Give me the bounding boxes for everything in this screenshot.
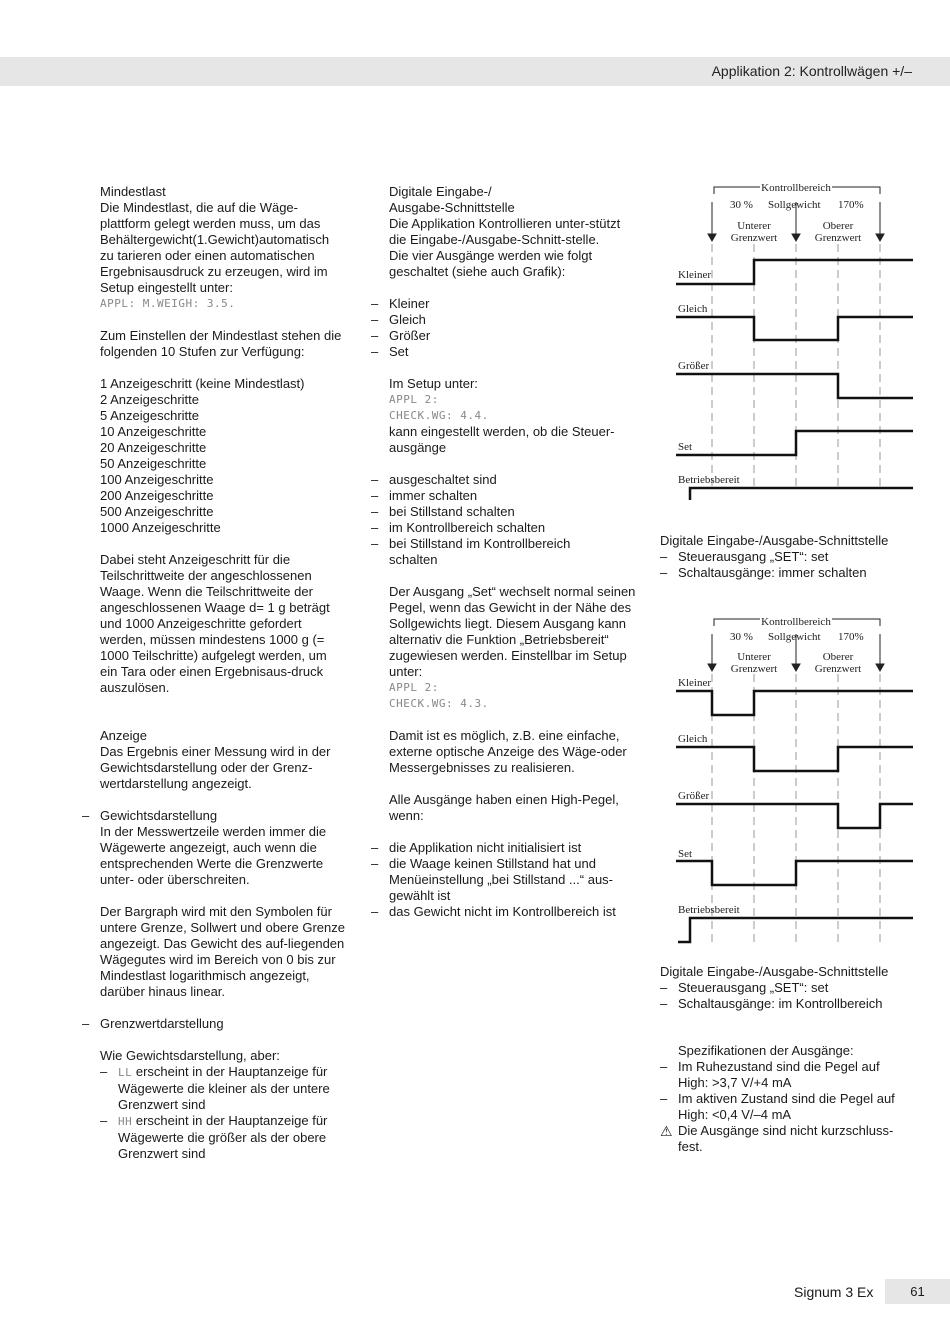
hh-item xyxy=(100,1113,345,1162)
warning-icon: ⚠ xyxy=(660,1123,673,1139)
caption-1-title: Digitale Eingabe-/Ausgabe-Schnittstelle xyxy=(660,533,889,548)
output-item: – Größer xyxy=(371,328,639,344)
high-item: – die Waage keinen Stillstand hat und Menüeinstellung „bei Stillstand ...“ aus-gewählt ist xyxy=(371,856,639,904)
caption-1 xyxy=(660,533,915,581)
wie-text: Wie Gewichtsdarstellung, aber: xyxy=(100,1048,280,1063)
stufe-item: 50 Anzeigeschritte xyxy=(100,456,207,471)
stufe-item: 2 Anzeigeschritte xyxy=(100,392,200,407)
stufen-intro: Zum Einstellen der Mindestlast stehen die folgenden 10 Stufen zur Verfügung: xyxy=(100,328,342,359)
caption-1-item: – Steuerausgang „SET“: set xyxy=(660,549,915,565)
page-title: Applikation 2: Kontrollwägen +/– xyxy=(711,63,912,79)
timing-diagram-1 xyxy=(676,180,916,500)
ll-text: erscheint in der Hauptanzeige für Wägewerte die kleiner als der untere Grenzwert sind xyxy=(118,1064,330,1112)
high-item: – die Applikation nicht initialisiert ist xyxy=(371,840,639,856)
mindestlast-title: Mindestlast xyxy=(100,184,166,199)
arrow-down-icon xyxy=(876,234,884,241)
dabei-text: Dabei steht Anzeigeschritt für die Teilschrittweite der angeschlossenen Waage. Wenn die Teilschrittweite der angeschlossenen Waage d= 1 g beträgt und 1000 Anzeigeschritte gefordert werden, müssen mindestens 1000 g (= 1000 Teilschritte) aufgelegt werden, um ein Tara oder einen Ergebnisaus-druck auszulösen. xyxy=(100,552,330,695)
label-kontrollbereich: Kontrollbereich xyxy=(761,616,831,628)
high-text: Alle Ausgänge haben einen High-Pegel, wenn: xyxy=(389,792,619,823)
label-30: 30 % xyxy=(730,199,753,211)
label-unterer-2: Grenzwert xyxy=(730,232,778,244)
mode-item: – ausgeschaltet sind xyxy=(371,472,639,488)
label-unterer-1: Unterer xyxy=(737,651,771,663)
bracket-right xyxy=(832,619,880,626)
arrow-down-icon xyxy=(876,664,884,671)
mindestlast-code: APPL: M.WEIGH: 3.5. xyxy=(100,297,236,310)
caption-2-title: Digitale Eingabe-/Ausgabe-Schnittstelle xyxy=(660,964,889,979)
label-30: 30 % xyxy=(730,631,753,643)
gewicht-text: In der Messwertzeile werden immer die Wägewerte angezeigt, auch wenn die entsprechenden Werte die Grenzwerte unter- oder überschreiten. xyxy=(100,824,327,887)
output-item: – Gleich xyxy=(371,312,639,328)
mode-item: – bei Stillstand im Kontrollbereich schalten xyxy=(371,536,599,568)
spec-block xyxy=(660,1043,915,1155)
signal-kleiner xyxy=(676,691,913,715)
stufe-item: 100 Anzeigeschritte xyxy=(100,472,214,487)
label-oberer-2: Grenzwert xyxy=(814,232,862,244)
signal-label-kleiner: Kleiner xyxy=(678,677,711,689)
arrow-down-icon xyxy=(792,234,800,241)
timing-diagram-2 xyxy=(676,612,916,947)
label-170: 170% xyxy=(838,631,864,643)
arrow-down-icon xyxy=(708,664,716,671)
footer-product: Signum 3 Ex xyxy=(794,1284,874,1300)
mindestlast-text: Die Mindestlast, die auf die Wäge-plattform gelegt werden muss, um das Behältergewicht(1.Gewicht)automatisch zu tarieren oder einen automatischen Ergebnisausdruck zu erzeugen, wird im Setup eingestellt unter: xyxy=(100,200,330,295)
signal-label-kleiner: Kleiner xyxy=(678,269,711,281)
output-item: – Kleiner xyxy=(371,296,639,312)
warning-text: Die Ausgänge sind nicht kurzschluss-fest. xyxy=(678,1123,894,1154)
setup-text: kann eingestellt werden, ob die Steuer-ausgänge xyxy=(389,424,615,455)
label-kontrollbereich: Kontrollbereich xyxy=(761,182,831,194)
label-170: 170% xyxy=(838,199,864,211)
set-code-1: APPL 2: xyxy=(389,681,439,694)
signal-label-gleich: Gleich xyxy=(678,733,708,745)
stufe-item: 500 Anzeigeschritte xyxy=(100,504,214,519)
stufe-item: 10 Anzeigeschritte xyxy=(100,424,207,439)
stufe-item: 1000 Anzeigeschritte xyxy=(100,520,221,535)
signal-betriebsbereit xyxy=(678,488,913,500)
stufe-item: 20 Anzeigeschritte xyxy=(100,440,207,455)
caption-2 xyxy=(660,964,915,1012)
page-number: 61 xyxy=(885,1279,950,1304)
stufe-item: 5 Anzeigeschritte xyxy=(100,408,200,423)
signal-label-betriebsbereit: Betriebsbereit xyxy=(678,904,740,916)
warning-note xyxy=(660,1123,903,1155)
spec-title: Spezifikationen der Ausgänge: xyxy=(678,1043,854,1058)
mode-item: – immer schalten xyxy=(371,488,639,504)
bargraph-text: Der Bargraph wird mit den Symbolen für untere Grenze, Sollwert und obere Grenze angezeigt. Das Gewicht des auf-liegenden Wägegutes wird im Bereich von 0 bis zur Mindestlast logarithmisch angezeigt, darüber hinaus linear. xyxy=(100,904,345,999)
stufe-item: 200 Anzeigeschritte xyxy=(100,488,214,503)
ll-item xyxy=(100,1064,345,1113)
grenz-title: – Grenzwertdarstellung xyxy=(82,1016,345,1032)
anzeige-title: Anzeige xyxy=(100,728,147,743)
spec-item: – Im Ruhezustand sind die Pegel auf High: >3,7 V/+4 mA xyxy=(660,1059,903,1091)
signal-set xyxy=(676,861,913,885)
signal-label-groesser: Größer xyxy=(678,790,710,802)
bracket-left xyxy=(714,187,760,194)
signal-label-gleich: Gleich xyxy=(678,303,708,315)
signal-label-groesser: Größer xyxy=(678,360,710,372)
io-intro: Die Applikation Kontrollieren unter-stützt die Eingabe-/Ausgabe-Schnitt-stelle. xyxy=(389,216,621,247)
middle-column xyxy=(389,184,639,920)
setup-code-1: APPL 2: xyxy=(389,393,439,406)
left-column xyxy=(100,184,345,1162)
label-unterer-2: Grenzwert xyxy=(730,663,778,675)
caption-2-item: – Schaltausgänge: im Kontrollbereich xyxy=(660,996,915,1012)
gewicht-title: – Gewichtsdarstellung xyxy=(82,808,345,824)
arrow-down-icon xyxy=(792,664,800,671)
set-text: Der Ausgang „Set“ wechselt normal seinen Pegel, wenn das Gewicht in der Nähe des Sollgewichts liegt. Diesem Ausgang kann alternativ die Funktion „Betriebsbereit“ zugewiesen werden. Einstellbar im Setup unter: xyxy=(389,584,636,679)
bracket-left xyxy=(714,619,760,626)
label-oberer-1: Oberer xyxy=(822,651,854,663)
label-sollgewicht: Sollgewicht xyxy=(768,631,821,643)
high-item: – das Gewicht nicht im Kontrollbereich ist xyxy=(371,904,639,920)
hh-text: erscheint in der Hauptanzeige für Wägewerte die größer als der obere Grenzwert sind xyxy=(118,1113,328,1161)
label-sollgewicht: Sollgewicht xyxy=(768,199,821,211)
setup-intro: Im Setup unter: xyxy=(389,376,478,391)
ll-code: LL xyxy=(118,1066,133,1079)
label-oberer-1: Oberer xyxy=(822,220,854,232)
damit-text: Damit ist es möglich, z.B. eine einfache, externe optische Anzeige des Wäge-oder Messergebnisses zu realisieren. xyxy=(389,728,627,775)
anzeige-text: Das Ergebnis einer Messung wird in der Gewichtsdarstellung oder der Grenz-wertdarstellung angezeigt. xyxy=(100,744,331,791)
arrow-down-icon xyxy=(708,234,716,241)
signal-label-set: Set xyxy=(678,848,693,860)
mode-item: – bei Stillstand schalten xyxy=(371,504,639,520)
bracket-right xyxy=(832,187,880,194)
output-item: – Set xyxy=(371,344,639,360)
spec-item: – Im aktiven Zustand sind die Pegel auf High: <0,4 V/–4 mA xyxy=(660,1091,903,1123)
label-oberer-2: Grenzwert xyxy=(814,663,862,675)
stufe-item: 1 Anzeigeschritt (keine Mindestlast) xyxy=(100,376,305,391)
label-unterer-1: Unterer xyxy=(737,220,771,232)
signal-label-set: Set xyxy=(678,441,693,453)
caption-1-item: – Schaltausgänge: immer schalten xyxy=(660,565,915,581)
signal-label-betriebsbereit: Betriebsbereit xyxy=(678,474,740,486)
io-title: Digitale Eingabe-/ Ausgabe-Schnittstelle xyxy=(389,184,515,215)
set-code-2: CHECK.WG: 4.3. xyxy=(389,697,489,710)
io-vier: Die vier Ausgänge werden wie folgt geschaltet (siehe auch Grafik): xyxy=(389,248,593,279)
hh-code: HH xyxy=(118,1115,133,1128)
mode-item: – im Kontrollbereich schalten xyxy=(371,520,639,536)
setup-code-2: CHECK.WG: 4.4. xyxy=(389,409,489,422)
header-bar xyxy=(0,57,950,86)
caption-2-item: – Steuerausgang „SET“: set xyxy=(660,980,915,996)
